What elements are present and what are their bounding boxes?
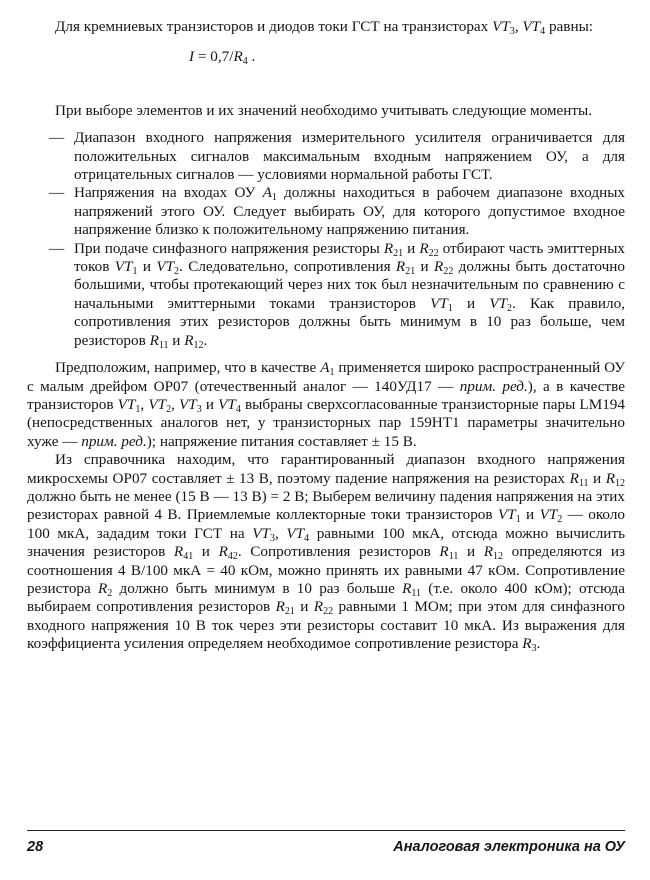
page-footer (27, 838, 625, 858)
calculation-paragraph: Из справочника находим, что гарантированный диапазон входного напряжения микросхемы OP07 составляет ± 13 В, поэтому падение напряжения на резисторах $R_{11}$ и $R_{12}$ должно быть не менее (15 В — 13 В) = 2 В; Выберем величину падения напряжения на этих резисторах равной 4 В. Приемлемые коллекторные токи транзисторов $VT_1$ и $VT_2$ — около 100 мкА, зададим токи ГСТ на $VT_3$, $VT_4$ равными 100 мкА, отсюда можно вычислить значения резисторов $R_{41}$ и $R_{42}$. Сопротивления резисторов $R_{11}$ и $R_{12}$ определяются из соотношения 4 В/100 мкА = 40 кОм, можно принять их равными 47 кОм. Сопротивление резистора $R_2$ должно быть минимум в 10 раз больше $R_{11}$ (т.е. около 400 кОм); отсюда выбираем сопротивления резисторов $R_{21}$ и $R_{22}$ равными 1 МОм; при этом для синфазного входного напряжения 10 В ток через эти резисторы составит 10 мкА. Из выражения для коэффициента усиления определяем необходимое сопротивление резистора $R_3$. (27, 451, 626, 655)
page-body (27, 18, 625, 654)
current-formula: $I = 0,7/R_4$ . (189, 48, 256, 68)
example-paragraph: Предположим, например, что в качестве $A_1$ применяется широко распространенный ОУ с малым дрейфом OP07 (отечественный аналог — 140УД17 — прим. ред.), а в качестве транзисторов $VT_1$, $VT_2$, $VT_3$ и $VT_4$ выбраны сверхсогласованные транзисторные пары LM194 (непосредственных аналогов нет, у транзисторных пар 159НТ1 параметры значительно хуже — прим. ред.); напряжение питания составляет ± 15 В. (27, 359, 626, 450)
running-title: Аналоговая электроника на ОУ (393, 839, 625, 855)
list-item: — При подаче синфазного напряжения резисторы $R_{21}$ и $R_{22}$ отбирают часть эмиттерных токов $VT_1$ и $VT_2$. Следовательно, сопротивления $R_{21}$ и $R_{22}$ должны быть достаточно большими, чтобы протекающий через них ток был незначительным по сравнению с начальными эмиттерными токами транзисторов $VT_1$ и $VT_2$. Как правило, сопротивления этих резисторов должны быть минимум в 10 раз больше, чем резисторов $R_{11}$ и $R_{12}$. (49, 239, 625, 351)
list-item: — Диапазон входного напряжения измерительного усилителя ограничивается для положительных сигналов максимальным входным напряжением ОУ, а для отрицательных сигналов — условиями нормальной работы ГСТ. (49, 129, 625, 184)
considerations-paragraph: При выборе элементов и их значений необходимо учитывать следующие моменты. (55, 101, 593, 119)
list-item: — Напряжения на входах ОУ $A_1$ должны находиться в рабочем диапазоне входных напряжений этого ОУ. Следует выбирать ОУ, для которого допустимое входное напряжение близко к положительному напряжению питания. (49, 184, 625, 239)
footer-divider (27, 830, 625, 831)
considerations-list (27, 129, 625, 350)
intro-paragraph: Для кремниевых транзисторов и диодов токи ГСТ на транзисторах $VT_3$, $VT_4$ равны: (55, 18, 593, 37)
page-number: 28 (27, 839, 44, 855)
